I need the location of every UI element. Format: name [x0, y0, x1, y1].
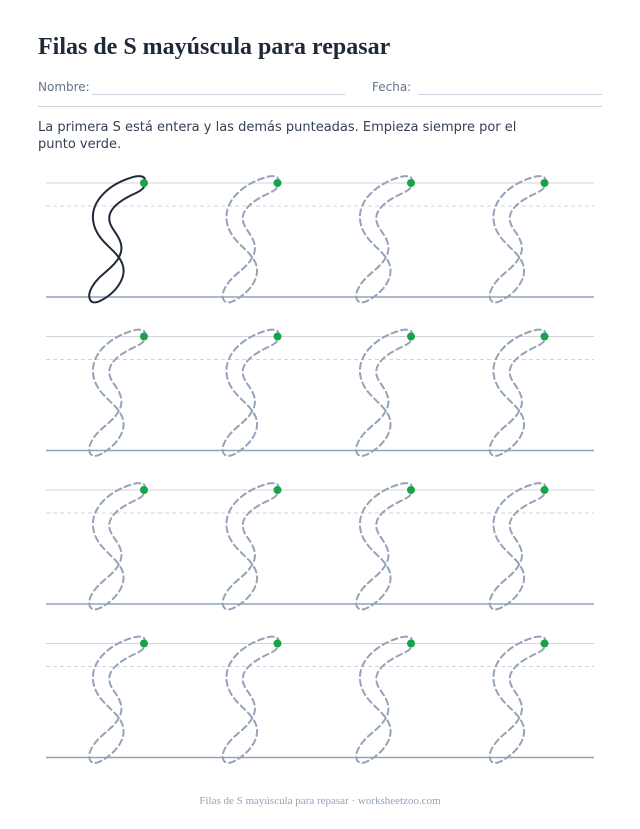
letter-s-dashed-outline [356, 176, 412, 302]
start-dot [407, 179, 415, 187]
start-dot [140, 486, 148, 494]
dashed-letter-s [356, 176, 415, 302]
dashed-letter-s [356, 330, 415, 456]
page-title: Filas de S mayúscula para repasar [38, 34, 391, 60]
letter-s-dashed-outline [490, 330, 546, 456]
letter-s-outline [89, 176, 145, 302]
dashed-letter-s [223, 176, 282, 302]
start-dot [541, 486, 549, 494]
start-dot [274, 486, 282, 494]
dashed-letter-s [89, 330, 148, 456]
letter-s-dashed-outline [223, 483, 279, 609]
letter-s-dashed-outline [223, 637, 279, 763]
dashed-letter-s [490, 637, 549, 763]
dashed-letter-s [89, 483, 148, 609]
letter-s-dashed-outline [89, 330, 145, 456]
letter-s-dashed-outline [223, 330, 279, 456]
letter-s-dashed-outline [356, 637, 412, 763]
start-dot [541, 333, 549, 341]
start-dot [274, 333, 282, 341]
letter-s-dashed-outline [356, 330, 412, 456]
date-label: Fecha: [372, 80, 412, 94]
dashed-letter-s [223, 330, 282, 456]
letter-s-dashed-outline [89, 637, 145, 763]
instructions-text: La primera S está entera y las demás punteadas. Empieza siempre por el punto verde. [38, 120, 517, 152]
letter-s-dashed-outline [223, 176, 279, 302]
dashed-letter-s [223, 483, 282, 609]
letter-s-dashed-outline [490, 483, 546, 609]
dashed-letter-s [89, 637, 148, 763]
start-dot [140, 179, 148, 187]
start-dot [140, 640, 148, 648]
footer-text: Filas de S mayúscula para repasar · worksheetzoo.com [199, 795, 441, 807]
letter-cells [89, 176, 548, 763]
dashed-letter-s [490, 176, 549, 302]
start-dot [407, 333, 415, 341]
dashed-letter-s [490, 330, 549, 456]
dashed-letter-s [356, 483, 415, 609]
start-dot [541, 640, 549, 648]
start-dot [274, 640, 282, 648]
start-dot [407, 486, 415, 494]
name-label: Nombre: [38, 80, 90, 94]
dashed-letter-s [490, 483, 549, 609]
start-dot [140, 333, 148, 341]
letter-s-dashed-outline [490, 637, 546, 763]
dashed-letter-s [356, 637, 415, 763]
letter-s-dashed-outline [89, 483, 145, 609]
start-dot [407, 640, 415, 648]
start-dot [274, 179, 282, 187]
solid-letter-s [89, 176, 148, 302]
letter-s-dashed-outline [356, 483, 412, 609]
start-dot [541, 179, 549, 187]
dashed-letter-s [223, 637, 282, 763]
letter-s-dashed-outline [490, 176, 546, 302]
